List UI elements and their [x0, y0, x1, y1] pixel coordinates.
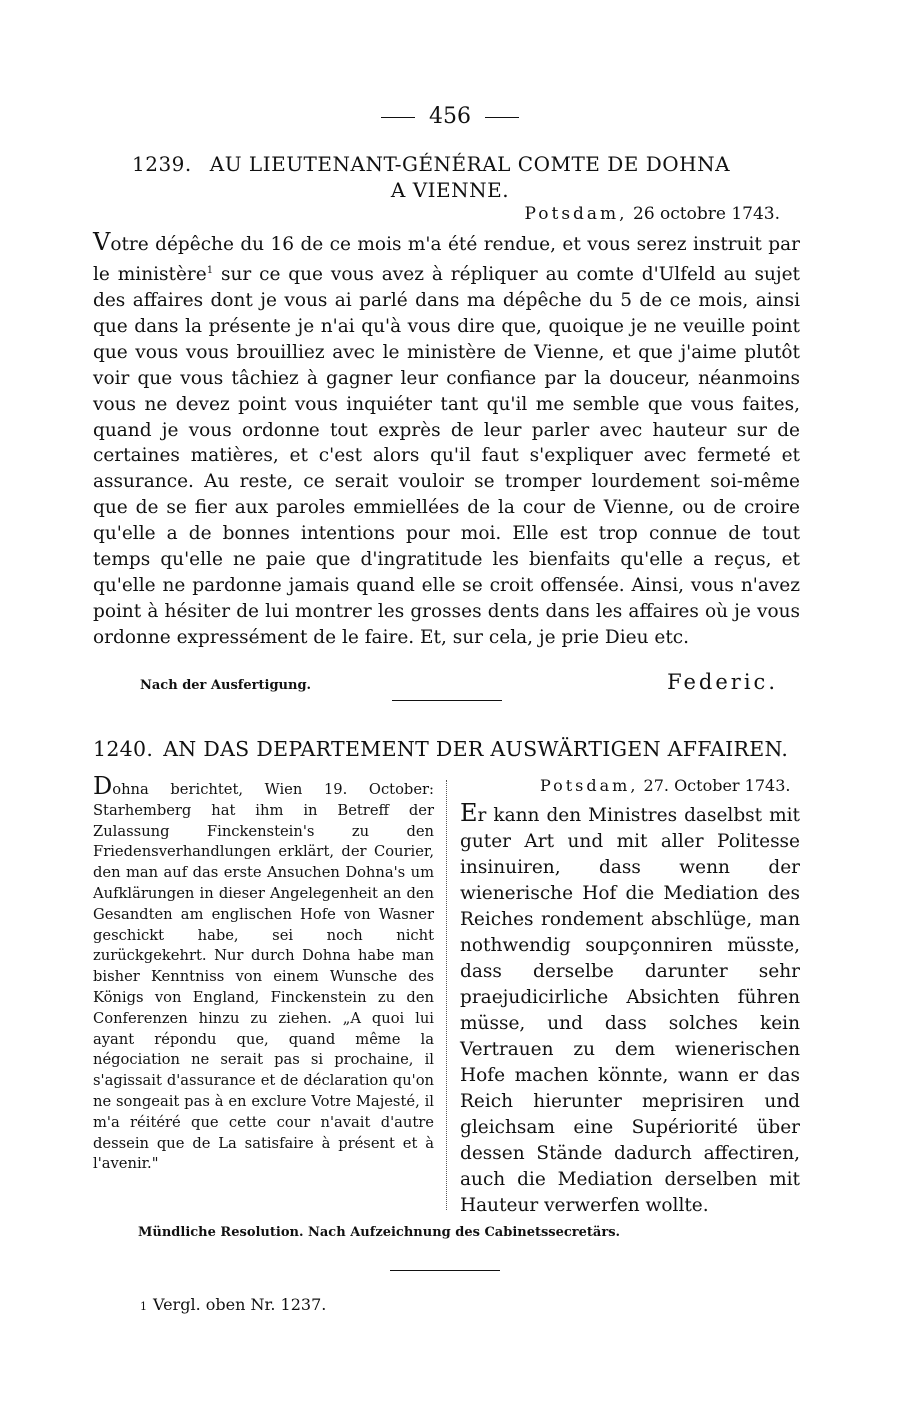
letter-1239-heading	[132, 152, 792, 176]
letter-1240-date: 27. October 1743.	[643, 776, 791, 795]
letter-1239-number: 1239.	[132, 152, 192, 176]
column-divider	[446, 780, 447, 1210]
letter-1239-date: 26 octobre 1743.	[633, 204, 780, 224]
footnote	[140, 1295, 326, 1314]
letter-1239-body-start: otre dépêche du 16 de ce mois m'a été rendue, et vous serez instruit par le ministère	[93, 234, 800, 286]
letter-1240-resolution	[460, 800, 800, 1219]
letter-1240-left-dropcap: D	[93, 772, 113, 800]
page-number-dash-right	[485, 117, 519, 118]
page-number: 456	[429, 104, 471, 129]
letter-1239-dropcap: V	[93, 228, 111, 256]
footnote-mark: 1	[140, 1300, 147, 1313]
letter-1239-place: Potsdam,	[524, 204, 628, 224]
letter-1240-heading	[93, 737, 800, 761]
page-number-dash-left	[381, 117, 415, 118]
letter-1239-body	[93, 230, 800, 651]
footnote-text: Vergl. oben Nr. 1237.	[153, 1295, 327, 1314]
letter-1239-title-line2: A VIENNE.	[390, 178, 510, 202]
letter-1240-right-text: r kann den Ministres daselbst mit guter Art und mit aller Politesse insinuiren, dass wenn der wienerische Hof die Mediation des Reiches rondement abschlüge, man nothwendig soupçonniren müsste, dass derselbe darunter sehr praejudicirliche Absichten führen müsse, und dass solches kein Vertrauen zu dem wienerischen Hofe machen könnte, wann er das Reich hierunter meprisiren und gleichsam eine Supériorité über dessen Stände dadurch affectiren, auch die Mediation derselben mit Hauteur verwerfen wollte.	[460, 805, 800, 1216]
letter-1240-title: AN DAS DEPARTEMENT DER AUSWÄRTIGEN AFFAIREN.	[163, 737, 789, 761]
letter-1240-right-dropcap: E	[460, 799, 478, 827]
letter-1240-place: Potsdam,	[540, 776, 639, 795]
section-divider-rule	[392, 700, 502, 701]
letter-1239-signature: Federic.	[667, 670, 778, 694]
letter-1240-left-text: ohna berichtet, Wien 19. October: Starhemberg hat ihm in Betreff der Zulassung Finckenstein's zu den Friedensverhandlungen erklärt, der Courier, den man auf das erste Ansuchen Dohna's um Aufklärungen in dieser Angelegenheit an den Gesandten am englischen Hofe von Wasner geschickt habe, sei noch nicht zurückgekehrt. Nur durch Dohna habe man bisher Kenntniss von einem Wunsche des Königs von England, Finckenstein zu den Conferenzen hinzu zu ziehen. „A quoi lui ayant répondu que, quand même la négociation ne serait pas si prochaine, il s'agissait d'assurance et de déclaration qu'on ne songeait pas à en exclure Votre Majesté, il m'a réitéré que cette cour n'avait d'autre dessein que de La satisfaire à présent et à l'avenir."	[93, 781, 434, 1173]
page-number-line	[0, 104, 900, 129]
letter-1240-dateline	[540, 776, 790, 795]
letter-1239-title-line1: AU LIEUTENANT-GÉNÉRAL COMTE DE DOHNA	[209, 152, 731, 176]
footnote-reference: 1	[206, 264, 214, 276]
letter-1239-dateline	[525, 204, 781, 224]
footnote-separator-rule	[390, 1270, 500, 1271]
letter-1240-report-summary	[93, 772, 434, 1175]
letter-1240-source-note: Mündliche Resolution. Nach Aufzeichnung des Cabinetssecretärs.	[138, 1225, 621, 1240]
letter-1240-number: 1240.	[93, 737, 154, 761]
letter-1239-source-note: Nach der Ausfertigung.	[140, 678, 312, 693]
letter-1239-body-rest: sur ce que vous avez à répliquer au comte d'Ulfeld au sujet des affaires dont je vous ai parlé dans ma dépêche du 5 de ce mois, ainsi que dans la présente je n'ai qu'à vous dire que, quoique je ne veuille point que vous vous brouilliez avec le ministère de Vienne, et que j'aime plutôt voir que vous tâchiez à gagner leur confiance par la douceur, néanmoins vous ne devez point vous inquiéter tant qu'il me semble que vous faites, quand je vous ordonne tout exprès de leur parler avec hauteur sur de certaines matières, et c'est alors qu'il faut s'expliquer avec fermeté et assurance. Au reste, ce serait vouloir se tromper lourdement soi-même que de se fier aux paroles emmiellées de la cour de Vienne, ou de croire qu'elle a de bonnes intentions pour moi. Elle est trop connue de tout temps qu'elle ne paie que d'ingratitude les bienfaits qu'elle a reçus, et qu'elle ne pardonne jamais quand elle se croit offensée. Ainsi, vous n'avez point à hésiter de lui montrer les grosses dents dans les affaires où je vous ordonne expressément de le faire. Et, sur cela, je prie Dieu etc.	[93, 264, 800, 648]
